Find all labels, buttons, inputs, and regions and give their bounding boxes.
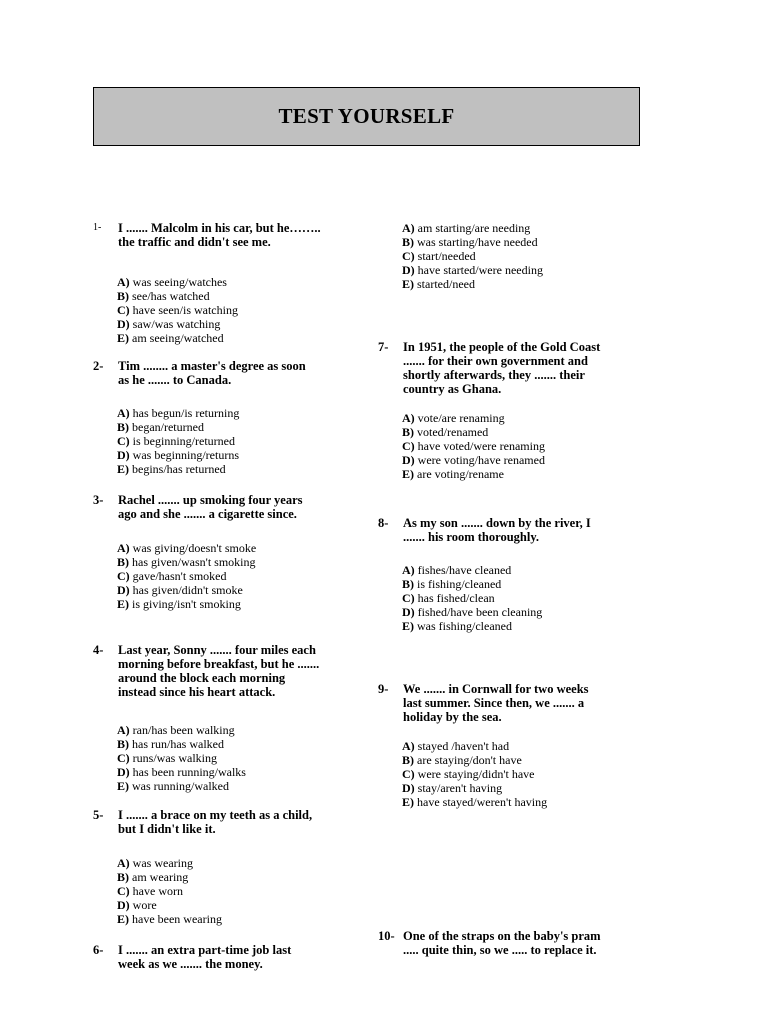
question-stem xyxy=(93,221,333,249)
option-letter: B) xyxy=(117,737,129,751)
option-text: have stayed/weren't having xyxy=(417,795,548,809)
answer-option xyxy=(117,569,256,583)
option-text: were staying/didn't have xyxy=(417,767,535,781)
answer-options xyxy=(93,406,239,476)
answer-option xyxy=(402,277,543,291)
option-text: was fishing/cleaned xyxy=(417,619,512,633)
option-letter: C) xyxy=(117,751,130,765)
question-stem xyxy=(378,340,618,396)
question-2 xyxy=(93,359,333,387)
option-letter: B) xyxy=(117,870,129,884)
question-text: Last year, Sonny ....... four miles each morning before breakfast, but he ....... around the block each morning instead since his heart attack. xyxy=(118,643,320,699)
answer-option xyxy=(117,751,246,765)
option-letter: C) xyxy=(117,884,130,898)
option-letter: E) xyxy=(117,597,129,611)
option-letter: B) xyxy=(117,420,129,434)
option-text: gave/hasn't smoked xyxy=(132,569,227,583)
option-letter: D) xyxy=(402,263,415,277)
answer-options xyxy=(378,221,543,291)
option-letter: C) xyxy=(117,569,130,583)
answer-option xyxy=(402,425,545,439)
option-letter: E) xyxy=(402,467,414,481)
question-number: 9- xyxy=(378,682,389,696)
answer-option xyxy=(402,795,547,809)
option-letter: D) xyxy=(402,605,415,619)
question-number: 6- xyxy=(93,943,104,957)
option-letter: A) xyxy=(117,275,130,289)
option-letter: D) xyxy=(402,781,415,795)
option-text: was seeing/watches xyxy=(132,275,227,289)
option-text: stay/aren't having xyxy=(417,781,503,795)
option-letter: D) xyxy=(117,317,130,331)
option-text: have been wearing xyxy=(132,912,222,926)
answer-option xyxy=(117,317,238,331)
option-text: begins/has returned xyxy=(132,462,226,476)
answer-option xyxy=(117,856,222,870)
answer-option xyxy=(117,420,239,434)
option-text: has given/didn't smoke xyxy=(132,583,243,597)
question-stem xyxy=(93,359,333,387)
option-text: began/returned xyxy=(132,420,204,434)
answer-options xyxy=(93,856,222,926)
option-letter: E) xyxy=(117,912,129,926)
question-number: 2- xyxy=(93,359,104,373)
option-letter: A) xyxy=(117,406,130,420)
option-letter: B) xyxy=(402,577,414,591)
title-box xyxy=(93,87,640,146)
answer-option xyxy=(402,263,543,277)
question-text: I ....... an extra part-time job last week as we ....... the money. xyxy=(118,943,292,971)
option-letter: C) xyxy=(402,249,415,263)
question-text: I ....... a brace on my teeth as a child, but I didn't like it. xyxy=(118,808,313,836)
answer-option xyxy=(117,434,239,448)
option-letter: A) xyxy=(117,541,130,555)
answer-option xyxy=(117,723,246,737)
question-text: We ....... in Cornwall for two weeks last summer. Since then, we ....... a holiday by the sea. xyxy=(403,682,589,724)
option-letter: B) xyxy=(402,425,414,439)
question-number: 7- xyxy=(378,340,389,354)
question-number: 8- xyxy=(378,516,389,530)
answer-option xyxy=(402,235,543,249)
answer-option xyxy=(117,406,239,420)
option-text: were voting/have renamed xyxy=(417,453,545,467)
answer-option xyxy=(402,605,542,619)
question-number: 3- xyxy=(93,493,104,507)
option-text: stayed /haven't had xyxy=(417,739,510,753)
answer-options xyxy=(93,541,256,611)
answer-option xyxy=(117,331,238,345)
answer-option xyxy=(117,275,238,289)
question-stem xyxy=(93,943,333,971)
option-text: have voted/were renaming xyxy=(417,439,545,453)
option-letter: E) xyxy=(402,619,414,633)
question-6 xyxy=(93,943,333,971)
question-number: 5- xyxy=(93,808,104,822)
option-text: see/has watched xyxy=(132,289,210,303)
answer-option xyxy=(117,583,256,597)
answer-option xyxy=(402,453,545,467)
option-text: voted/renamed xyxy=(417,425,489,439)
option-letter: D) xyxy=(117,898,130,912)
option-letter: A) xyxy=(402,411,415,425)
answer-option xyxy=(117,289,238,303)
option-letter: E) xyxy=(117,331,129,345)
answer-option xyxy=(402,411,545,425)
option-text: is fishing/cleaned xyxy=(417,577,502,591)
option-text: have started/were needing xyxy=(417,263,543,277)
question-stem xyxy=(378,929,618,957)
option-text: are voting/rename xyxy=(417,467,504,481)
question-number: 1- xyxy=(93,222,102,233)
question-3 xyxy=(93,493,333,521)
question-stem xyxy=(93,808,333,836)
question-4 xyxy=(93,643,333,699)
question-5 xyxy=(93,808,333,836)
answer-option xyxy=(402,439,545,453)
question-number: 10- xyxy=(378,929,395,943)
answer-options xyxy=(378,411,545,481)
answer-option xyxy=(117,462,239,476)
answer-option xyxy=(117,912,222,926)
question-stem xyxy=(93,493,333,521)
option-text: am starting/are needing xyxy=(417,221,531,235)
option-letter: B) xyxy=(402,753,414,767)
answer-option xyxy=(402,619,542,633)
option-letter: A) xyxy=(402,563,415,577)
option-text: am seeing/watched xyxy=(132,331,224,345)
answer-option xyxy=(402,577,542,591)
answer-option xyxy=(117,765,246,779)
question-stem xyxy=(378,516,618,544)
option-text: has fished/clean xyxy=(417,591,495,605)
option-text: has given/wasn't smoking xyxy=(132,555,256,569)
option-letter: C) xyxy=(402,591,415,605)
answer-options xyxy=(378,563,542,633)
option-text: started/need xyxy=(417,277,475,291)
option-text: vote/are renaming xyxy=(417,411,505,425)
option-text: are staying/don't have xyxy=(417,753,522,767)
option-text: runs/was walking xyxy=(132,751,217,765)
question-10 xyxy=(378,929,618,957)
option-letter: D) xyxy=(117,448,130,462)
answer-options xyxy=(378,739,547,809)
page-title: TEST YOURSELF xyxy=(278,104,455,128)
question-1 xyxy=(93,221,333,249)
option-letter: D) xyxy=(402,453,415,467)
answer-option xyxy=(117,555,256,569)
option-letter: E) xyxy=(402,277,414,291)
question-stem xyxy=(378,682,618,724)
option-text: was starting/have needed xyxy=(417,235,538,249)
question-8 xyxy=(378,516,618,544)
option-text: start/needed xyxy=(417,249,476,263)
question-text: One of the straps on the baby's pram ..... quite thin, so we ..... to replace it. xyxy=(403,929,601,957)
question-number: 4- xyxy=(93,643,104,657)
option-letter: A) xyxy=(402,221,415,235)
option-text: is giving/isn't smoking xyxy=(132,597,241,611)
option-letter: D) xyxy=(117,583,130,597)
answer-option xyxy=(402,591,542,605)
answer-option xyxy=(117,779,246,793)
option-letter: E) xyxy=(117,462,129,476)
option-text: has been running/walks xyxy=(132,765,246,779)
question-text: In 1951, the people of the Gold Coast ....... for their own government and shortly afterwards, they ....... their country as Ghana. xyxy=(403,340,601,396)
answer-option xyxy=(402,781,547,795)
option-text: have seen/is watching xyxy=(132,303,238,317)
answer-options xyxy=(93,723,246,793)
question-text: I ....... Malcolm in his car, but he…….. the traffic and didn't see me. xyxy=(118,221,321,249)
answer-option xyxy=(402,739,547,753)
option-letter: A) xyxy=(402,739,415,753)
question-text: Tim ........ a master's degree as soon as he ....... to Canada. xyxy=(118,359,306,387)
answer-option xyxy=(117,597,256,611)
option-letter: B) xyxy=(117,555,129,569)
question-9 xyxy=(378,682,618,724)
answer-option xyxy=(117,303,238,317)
option-text: was wearing xyxy=(132,856,193,870)
option-letter: C) xyxy=(117,434,130,448)
option-text: has begun/is returning xyxy=(132,406,240,420)
answer-option xyxy=(117,870,222,884)
option-text: was running/walked xyxy=(132,779,229,793)
answer-option xyxy=(117,448,239,462)
option-letter: D) xyxy=(117,765,130,779)
question-stem xyxy=(93,643,333,699)
option-text: was beginning/returns xyxy=(132,448,239,462)
question-text: Rachel ....... up smoking four years ago and she ....... a cigarette since. xyxy=(118,493,303,521)
option-text: saw/was watching xyxy=(132,317,221,331)
option-text: fishes/have cleaned xyxy=(417,563,512,577)
option-text: have worn xyxy=(132,884,183,898)
option-text: wore xyxy=(132,898,157,912)
answer-option xyxy=(402,221,543,235)
answer-option xyxy=(402,249,543,263)
question-text: As my son ....... down by the river, I ....... his room thoroughly. xyxy=(403,516,591,544)
option-letter: C) xyxy=(117,303,130,317)
option-letter: C) xyxy=(402,439,415,453)
option-letter: E) xyxy=(402,795,414,809)
answer-option xyxy=(402,563,542,577)
option-text: has run/has walked xyxy=(132,737,224,751)
option-text: fished/have been cleaning xyxy=(417,605,543,619)
option-text: am wearing xyxy=(132,870,189,884)
option-text: was giving/doesn't smoke xyxy=(132,541,257,555)
answer-option xyxy=(117,541,256,555)
answer-option xyxy=(402,767,547,781)
option-letter: E) xyxy=(117,779,129,793)
option-letter: C) xyxy=(402,767,415,781)
question-7 xyxy=(378,340,618,396)
answer-option xyxy=(402,753,547,767)
option-letter: B) xyxy=(402,235,414,249)
option-letter: B) xyxy=(117,289,129,303)
answer-option xyxy=(117,884,222,898)
option-text: ran/has been walking xyxy=(132,723,235,737)
answer-option xyxy=(117,898,222,912)
answer-options xyxy=(93,275,238,345)
option-letter: A) xyxy=(117,723,130,737)
option-letter: A) xyxy=(117,856,130,870)
option-text: is beginning/returned xyxy=(132,434,235,448)
answer-option xyxy=(402,467,545,481)
answer-option xyxy=(117,737,246,751)
